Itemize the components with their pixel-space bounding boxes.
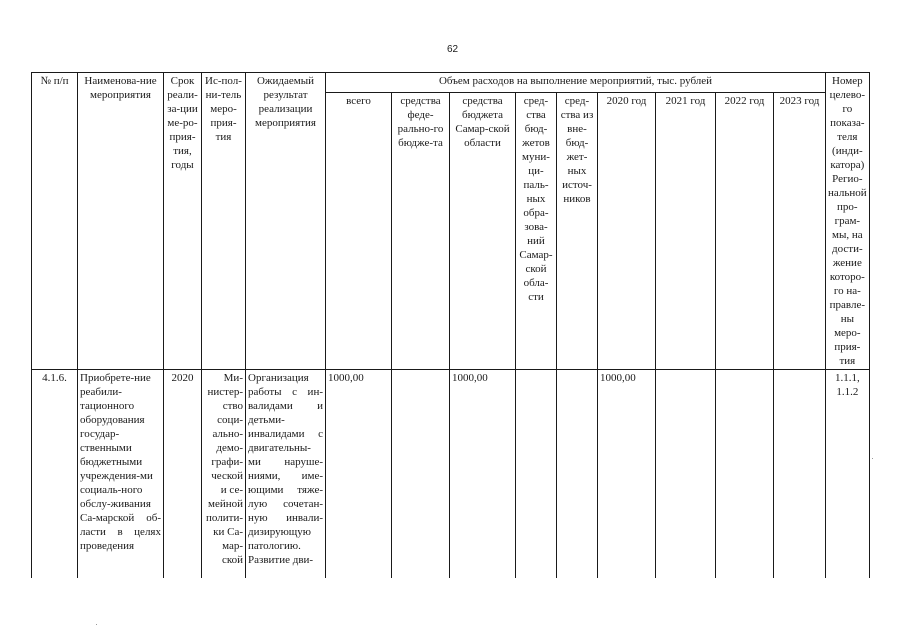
row-2021 xyxy=(656,370,716,579)
subheader-2022: 2022 год xyxy=(716,93,774,370)
row-executor: Ми-нистер-ство соци-ально-демо-графи-ческой и се-мейной полити-ки Са-мар-ской xyxy=(202,370,246,579)
row-2023 xyxy=(774,370,826,579)
subheader-2023: 2023 год xyxy=(774,93,826,370)
row-regional: 1000,00 xyxy=(450,370,516,579)
header-name: Наименова-ние мероприятия xyxy=(78,73,164,370)
subheader-offbudget: сред-ства из вне-бюд-жет-ных источ-ников xyxy=(557,93,598,370)
subheader-federal: средства феде-рально-го бюдже-та xyxy=(392,93,450,370)
row-total: 1000,00 xyxy=(326,370,392,579)
header-executor: Ис-пол-ни-тель меро-прия-тия xyxy=(202,73,246,370)
subheader-total: всего xyxy=(326,93,392,370)
row-2022 xyxy=(716,370,774,579)
row-2020: 1000,00 xyxy=(598,370,656,579)
header-indicator: Номер целево-го показа-теля (инди-катора) Регио-нальной про-грам-мы, на дости-жение которо-го на-правле-ны меро-прия-тия xyxy=(826,73,870,370)
row-municipal xyxy=(516,370,557,579)
subheader-2021: 2021 год xyxy=(656,93,716,370)
header-row xyxy=(32,73,870,93)
expenditure-table xyxy=(31,72,870,578)
scan-speck xyxy=(96,624,97,625)
header-volume: Объем расходов на выполнение мероприятий, тыс. рублей xyxy=(326,73,826,93)
row-result: Организация работы с ин-валидами и детьми-инвалидами с двигательны-ми наруше-ниями, име-ющими тяже-лую сочетан-ную инвали-дизирующую патологию. Развитие дви- xyxy=(246,370,326,579)
header-result: Ожидаемый результат реализации мероприятия xyxy=(246,73,326,370)
header-num: № п/п xyxy=(32,73,78,370)
table-row xyxy=(32,370,870,579)
page-number: 62 xyxy=(446,44,459,55)
subheader-2020: 2020 год xyxy=(598,93,656,370)
scan-speck xyxy=(872,458,873,459)
row-name: Приобрете-ние реабили-тационного оборудования государ-ственными бюджетными учреждения-ми социаль-ного обслу-живания Са-марской об-ласти в целях проведения xyxy=(78,370,164,579)
row-term: 2020 xyxy=(164,370,202,579)
row-offbudget xyxy=(557,370,598,579)
row-federal xyxy=(392,370,450,579)
subheader-regional: средства бюджета Самар-ской области xyxy=(450,93,516,370)
subheader-municipal: сред-ства бюд-жетов муни-ци-паль-ных обра-зова-ний Самар-ской обла-сти xyxy=(516,93,557,370)
row-indicator: 1.1.1, 1.1.2 xyxy=(826,370,870,579)
header-term: Срок реали-за-ции ме-ро-прия-тия, годы xyxy=(164,73,202,370)
row-num: 4.1.6. xyxy=(32,370,78,579)
